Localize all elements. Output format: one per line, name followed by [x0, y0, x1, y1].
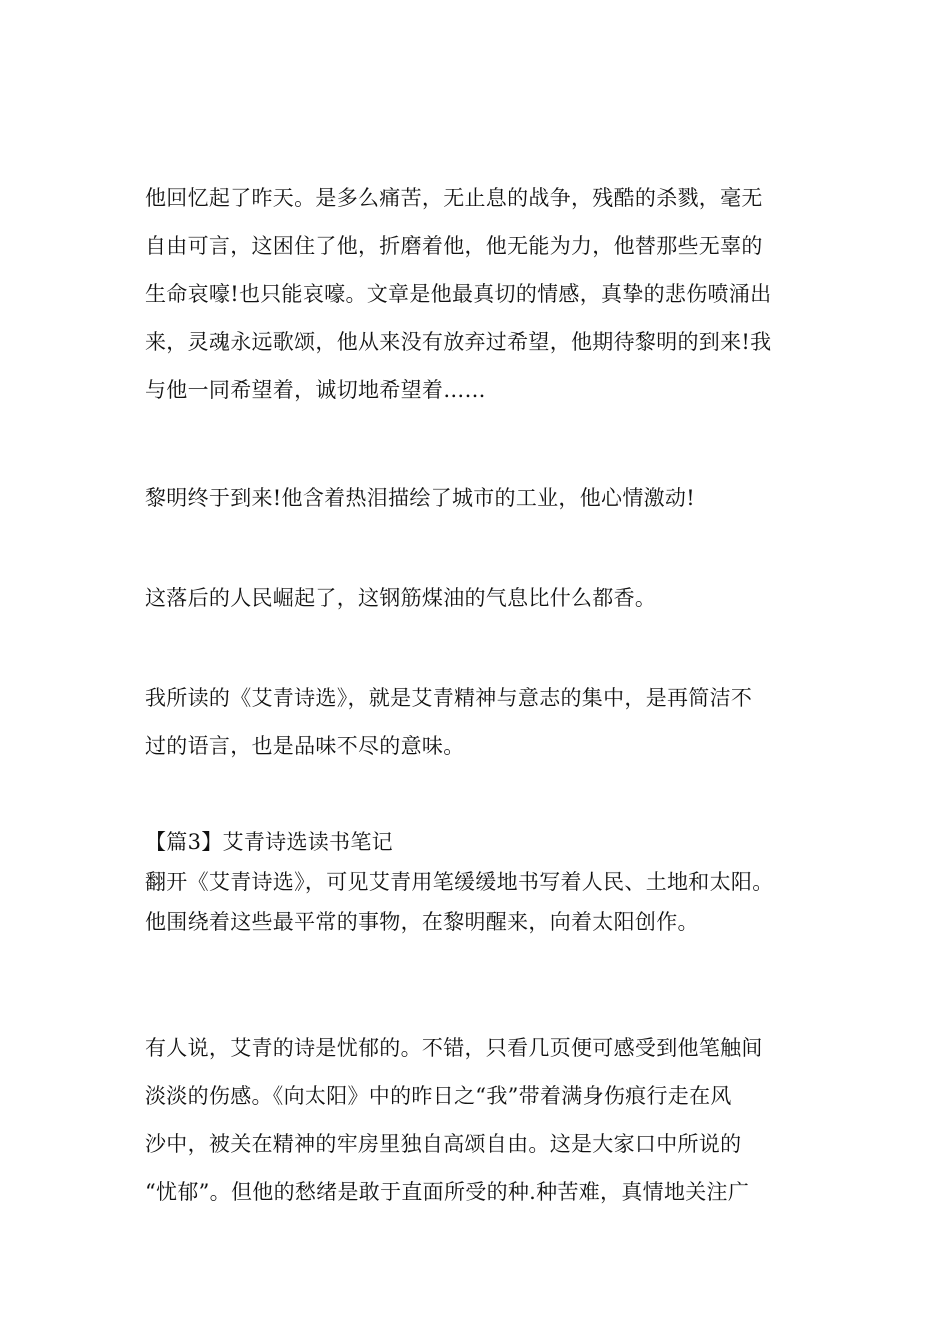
text-line: 我所读的《艾青诗选》，就是艾青精神与意志的集中，是再简洁不: [145, 686, 753, 710]
text-line: “忧郁”。但他的愁绪是敢于直面所受的种.种苦难，真情地关注广: [145, 1180, 750, 1204]
section-heading: 【篇3】艾青诗选读书笔记: [145, 830, 393, 854]
paragraph-dawn: [145, 474, 825, 522]
text-line: 有人说，艾青的诗是忧郁的。不错，只看几页便可感受到他笔触间: [145, 1036, 763, 1060]
text-line: 与他一同希望着，诚切地希望着……: [145, 378, 486, 402]
text-line: 黎明终于到来!他含着热泪描绘了城市的工业，他心情激动!: [145, 486, 695, 510]
text-line: 淡淡的伤感。《向太阳》中的昨日之“我”带着满身伤痕行走在风: [145, 1084, 732, 1108]
paragraph-melancholy: [145, 1024, 825, 1216]
text-line: 他围绕着这些最平常的事物，在黎明醒来，向着太阳创作。: [145, 910, 699, 934]
text-line: 翻开《艾青诗选》，可见艾青用笔缓缓地书写着人民、土地和太阳。: [145, 870, 774, 894]
text-line: 来，灵魂永远歌颂，他从来没有放弃过希望，他期待黎明的到来!我: [145, 330, 772, 354]
text-line: 这落后的人民崛起了，这钢筋煤油的气息比什么都香。: [145, 586, 657, 610]
section-3: [145, 822, 825, 942]
text-line: 沙中，被关在精神的牢房里独自高颂自由。这是大家口中所说的: [145, 1132, 742, 1156]
paragraph-people: [145, 574, 825, 622]
text-line: 自由可言，这困住了他，折磨着他，他无能为力，他替那些无辜的: [145, 234, 763, 258]
paragraph-summary: [145, 674, 825, 770]
text-line: 过的语言，也是品味不尽的意味。: [145, 734, 465, 758]
text-line: 他回忆起了昨天。是多么痛苦，无止息的战争，残酷的杀戮，毫无: [145, 186, 763, 210]
text-line: 生命哀嚎!也只能哀嚎。文章是他最真切的情感，真挚的悲伤喷涌出: [145, 282, 772, 306]
paragraph-memory: [145, 174, 825, 414]
